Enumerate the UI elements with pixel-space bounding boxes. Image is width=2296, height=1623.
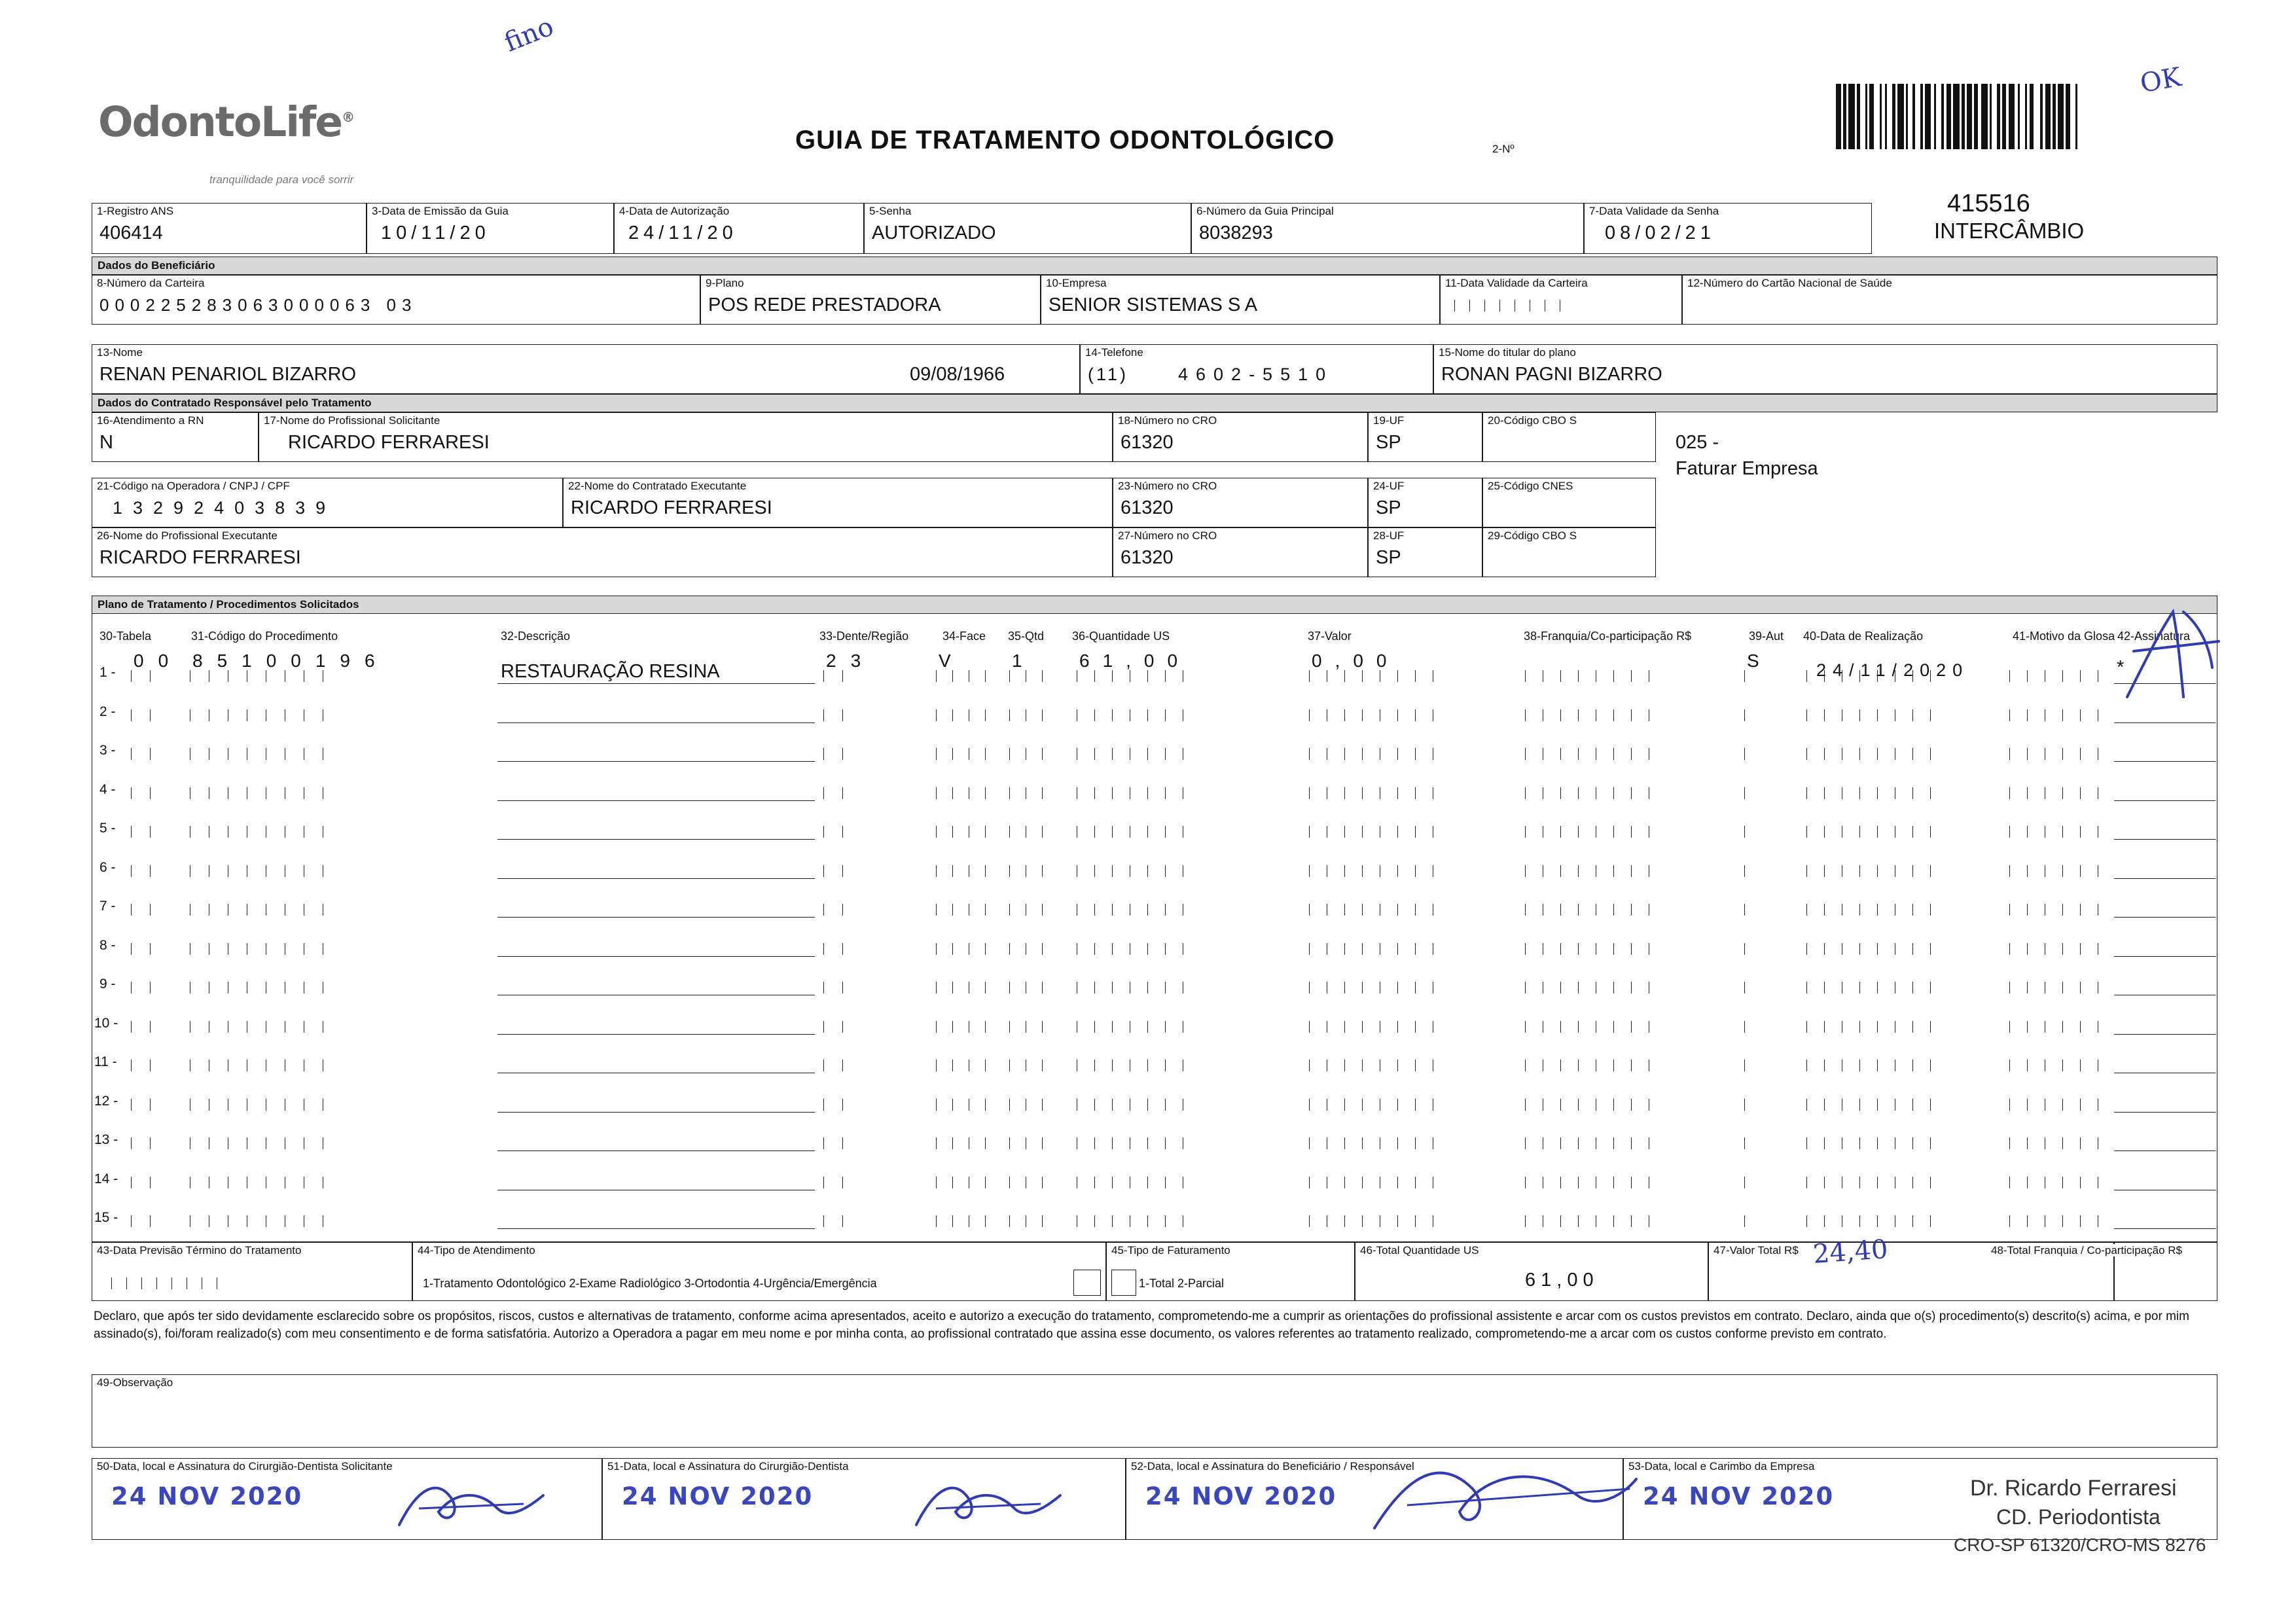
field-tipo-faturamento-options: 1-Total 2-Parcial <box>1139 1277 1225 1290</box>
procedure-quantidade-us[interactable] <box>1077 978 1200 993</box>
procedure-qtd-value: 1 <box>1012 651 1034 671</box>
field-tipo-faturamento-box[interactable] <box>1111 1270 1136 1296</box>
field-uf-executante-contratado-label: 24-UF <box>1373 480 1405 492</box>
field-codigo-operadora-label: 21-Código na Operadora / CNPJ / CPF <box>97 480 290 492</box>
field-cbo-solicitante-label: 20-Código CBO S <box>1488 414 1577 427</box>
procedure-glosa[interactable] <box>2009 861 2115 877</box>
section-beneficiary-title: Dados do Beneficiário <box>98 259 215 272</box>
field-data-emissao-label: 3-Data de Emissão da Guia <box>372 205 509 217</box>
field-contratado-executante-label: 22-Nome do Contratado Executante <box>568 480 747 492</box>
procedure-data-realizacao[interactable] <box>1806 744 1948 760</box>
doctor-stamp-name: Dr. Ricardo Ferraresi <box>1970 1476 2177 1501</box>
field-validade-senha-value: 08/02/21 <box>1605 223 1715 243</box>
procedure-glosa[interactable] <box>2009 1095 2115 1111</box>
field-senha-label: 5-Senha <box>869 205 912 217</box>
field-validade-carteira-label: 11-Data Validade da Carteira <box>1445 277 1588 289</box>
field-cro-solicitante-value: 61320 <box>1121 432 1174 453</box>
field-codigo-operadora-value: 13292403839 <box>113 498 336 518</box>
procedure-row-number: 1 - <box>99 665 116 680</box>
procedure-data-realizacao[interactable] <box>1806 1056 1948 1071</box>
procedure-valor-value: 0,00 <box>1312 651 1400 671</box>
procedure-face[interactable] <box>936 744 1001 760</box>
field-cro-executante-contratado-label: 23-Número no CRO <box>1118 480 1217 492</box>
procedure-aut[interactable] <box>1744 822 1762 838</box>
procedure-quantidade-us[interactable] <box>1077 1095 1200 1111</box>
procedure-quantidade-us[interactable] <box>1077 1017 1200 1033</box>
procedure-tabela[interactable] <box>131 783 169 799</box>
field-telefone-label: 14-Telefone <box>1085 346 1143 359</box>
barcode-subtitle: INTERCÂMBIO <box>1934 219 2085 243</box>
procedure-data-realizacao[interactable] <box>1806 1133 1948 1149</box>
field-validade-carteira-value <box>1454 296 1575 312</box>
field-uf-executante-label: 28-UF <box>1373 529 1405 542</box>
field-uf-solicitante-value: SP <box>1376 432 1401 453</box>
declaration-text: Declaro, que após ter sido devidamente esclarecido sobre os propósitos, riscos, custos e alternativas de tratamento, conforme acima apresentados, aceito e autorizo a execução do tratamento, comprometendo-me a cumprir as orientações do profissional assistente e arcar com os custos previstos em contrato. Declaro, ainda que o(s) procedimento(s) descrito(s) acima, e por mim assinado(s), foi/foram realizado(s) com meu consentimento e de forma satisfatória. Autorizo a Operadora a pagar em meu nome e por minha conta, ao profissional contratado que assina esse documento, os valores referentes ao tratamento realizado, comprometendo-me a arcar com os custos conforme previsto em contrato. <box>94 1310 2189 1341</box>
procedure-quantidade-us[interactable] <box>1077 1133 1200 1149</box>
barcode <box>1836 84 2163 149</box>
field-contratado-executante-value: RICARDO FERRARESI <box>571 497 772 518</box>
procedure-qtd[interactable] <box>1009 783 1058 799</box>
procedure-qtd[interactable] <box>1009 822 1058 838</box>
section-procedures-title: Plano de Tratamento / Procedimentos Solicitados <box>98 598 359 611</box>
field-total-franquia-label: 48-Total Franquia / Co-participação R$ <box>1991 1244 2182 1257</box>
procedure-data-realizacao[interactable] <box>1806 1211 1948 1227</box>
procedures-column-header: 39-Aut <box>1749 630 1784 643</box>
procedure-qtd[interactable] <box>1009 1017 1058 1033</box>
procedure-data-realizacao[interactable] <box>1806 1017 1948 1033</box>
procedure-aut[interactable] <box>1744 1211 1762 1227</box>
procedure-aut[interactable] <box>1744 1173 1762 1188</box>
procedure-tabela[interactable] <box>131 900 169 916</box>
procedure-qtd[interactable] <box>1009 939 1058 955</box>
procedure-row-number: 10 - <box>94 1015 118 1031</box>
procedure-glosa[interactable] <box>2009 939 2115 955</box>
procedure-face[interactable] <box>936 861 1001 877</box>
procedure-dente[interactable] <box>823 1133 861 1149</box>
field-registro-ans-value: 406414 <box>99 223 163 243</box>
procedure-row-number: 11 - <box>94 1054 117 1069</box>
procedure-row-number: 13 - <box>94 1132 118 1147</box>
procedure-tabela[interactable] <box>131 1173 169 1188</box>
faturar-empresa-text: Faturar Empresa <box>1676 458 1818 479</box>
field-uf-solicitante-label: 19-UF <box>1373 414 1405 427</box>
field-total-quantidade-us-value: 61,00 <box>1525 1270 1599 1291</box>
procedure-assinatura: * <box>2117 657 2125 678</box>
field-profissional-solicitante-value: RICARDO FERRARESI <box>288 432 490 453</box>
procedure-descricao: RESTAURAÇÃO RESINA <box>501 661 720 682</box>
procedure-dente-value: 23 <box>826 651 876 671</box>
procedures-column-header: 30-Tabela <box>99 630 152 643</box>
handwritten-signature-dentista <box>910 1472 1080 1541</box>
field-cro-executante-contratado-value: 61320 <box>1121 497 1174 518</box>
procedure-dente[interactable] <box>823 861 861 877</box>
procedure-tabela[interactable] <box>131 1095 169 1111</box>
procedure-codigo[interactable] <box>190 900 342 916</box>
procedure-face[interactable] <box>936 900 1001 916</box>
procedure-tabela[interactable] <box>131 1056 169 1071</box>
procedure-tabela[interactable] <box>131 1133 169 1149</box>
procedure-qtd[interactable] <box>1009 1056 1058 1071</box>
procedure-franquia[interactable] <box>1525 939 1666 955</box>
field-validade-senha-label: 7-Data Validade da Senha <box>1589 205 1719 217</box>
procedure-valor[interactable] <box>1309 705 1450 721</box>
field-empresa-label: 10-Empresa <box>1046 277 1107 289</box>
procedure-dente[interactable] <box>823 822 861 838</box>
procedure-aut[interactable] <box>1744 1056 1762 1071</box>
procedure-glosa[interactable] <box>2009 900 2115 916</box>
field-previsao-termino-value <box>111 1274 232 1289</box>
procedure-qtd[interactable] <box>1009 705 1058 721</box>
procedure-quantidade-us[interactable] <box>1077 822 1200 838</box>
section-contracted-header <box>92 394 2217 412</box>
procedure-codigo[interactable] <box>190 1017 342 1033</box>
procedure-data-realizacao[interactable] <box>1806 1095 1948 1111</box>
procedure-data-realizacao[interactable] <box>1806 939 1948 955</box>
procedure-valor[interactable] <box>1309 978 1450 993</box>
procedure-franquia[interactable] <box>1525 822 1666 838</box>
procedure-face[interactable] <box>936 783 1001 799</box>
procedure-qtd[interactable] <box>1009 900 1058 916</box>
faturar-empresa-code: 025 - <box>1676 432 1719 453</box>
field-observacao-label: 49-Observação <box>97 1376 173 1389</box>
procedures-column-header: 41-Motivo da Glosa <box>2013 630 2115 643</box>
field-atendimento-rn-value: N <box>99 432 113 453</box>
procedure-valor[interactable] <box>1309 939 1450 955</box>
procedure-qtd[interactable] <box>1009 1095 1058 1111</box>
field-data-autorizacao-value: 24/11/20 <box>628 223 738 243</box>
procedure-aut[interactable] <box>1744 783 1762 799</box>
procedures-column-header: 36-Quantidade US <box>1072 630 1170 643</box>
field-telefone-value: 4602-5510 <box>1178 365 1334 384</box>
procedure-glosa[interactable] <box>2009 666 2115 682</box>
field-tipo-atendimento-label: 44-Tipo de Atendimento <box>418 1244 535 1257</box>
signature-box-solicitante-label: 50-Data, local e Assinatura do Cirurgião-Dentista Solicitante <box>97 1460 393 1472</box>
procedure-valor[interactable] <box>1309 1056 1450 1071</box>
procedure-valor[interactable] <box>1309 1173 1450 1188</box>
field-valor-total-label: 47-Valor Total R$ <box>1713 1244 1799 1257</box>
procedure-data-realizacao[interactable] <box>1806 705 1948 721</box>
procedure-row-number: 12 - <box>94 1093 118 1109</box>
procedure-dente[interactable] <box>823 978 861 993</box>
field-profissional-solicitante-label: 17-Nome do Profissional Solicitante <box>264 414 440 427</box>
field-previsao-termino-label: 43-Data Previsão Término do Tratamento <box>97 1244 302 1257</box>
procedure-codigo[interactable] <box>190 1133 342 1149</box>
procedure-glosa[interactable] <box>2009 744 2115 760</box>
field-senha-value: AUTORIZADO <box>872 223 996 243</box>
procedure-valor[interactable] <box>1309 900 1450 916</box>
procedure-row-number: 8 - <box>99 937 116 953</box>
guide-number-label: 2-Nº <box>1492 143 1515 155</box>
procedure-dente[interactable] <box>823 1017 861 1033</box>
procedure-valor[interactable] <box>1309 1017 1450 1033</box>
section-beneficiary-header <box>92 257 2217 275</box>
procedure-glosa[interactable] <box>2009 783 2115 799</box>
procedure-data-realizacao[interactable] <box>1806 900 1948 916</box>
procedure-dente[interactable] <box>823 900 861 916</box>
procedure-codigo[interactable] <box>190 1211 342 1227</box>
procedure-quantidade-us[interactable] <box>1077 705 1200 721</box>
procedure-franquia[interactable] <box>1525 744 1666 760</box>
field-guia-principal-value: 8038293 <box>1199 223 1273 243</box>
procedure-tabela[interactable] <box>131 1017 169 1033</box>
procedure-qtd[interactable] <box>1009 744 1058 760</box>
procedure-row-number: 2 - <box>99 704 116 719</box>
logo: OdontoLife® <box>98 98 354 146</box>
field-numero-carteira-value: 000225283063000063 03 <box>99 295 418 315</box>
procedure-codigo[interactable] <box>190 939 342 955</box>
procedure-codigo[interactable] <box>190 1173 342 1188</box>
procedure-franquia[interactable] <box>1525 1017 1666 1033</box>
procedure-valor[interactable] <box>1309 744 1450 760</box>
handwritten-signature-solicitante <box>393 1472 563 1541</box>
procedure-glosa[interactable] <box>2009 1211 2115 1227</box>
procedure-row-number: 15 - <box>94 1210 118 1225</box>
signature-date-dentista: 24 NOV 2020 <box>622 1482 814 1510</box>
field-atendimento-rn-label: 16-Atendimento a RN <box>97 414 204 427</box>
procedure-face[interactable] <box>936 1211 1001 1227</box>
procedure-data-realizacao[interactable] <box>1806 822 1948 838</box>
procedure-franquia[interactable] <box>1525 783 1666 799</box>
procedure-qtd[interactable] <box>1009 1211 1058 1227</box>
procedure-face[interactable] <box>936 1095 1001 1111</box>
procedure-face[interactable] <box>936 978 1001 993</box>
procedure-glosa[interactable] <box>2009 978 2115 993</box>
field-plano-value: POS REDE PRESTADORA <box>708 294 941 315</box>
procedure-qtd[interactable] <box>1009 861 1058 877</box>
handwritten-note-top-left: fino <box>500 11 558 58</box>
handwritten-signature-beneficiario <box>1368 1450 1643 1544</box>
field-nome-beneficiario-value: RENAN PENARIOL BIZARRO <box>99 364 357 385</box>
field-titular-plano-value: RONAN PAGNI BIZARRO <box>1441 364 1662 385</box>
procedure-face[interactable] <box>936 1173 1001 1188</box>
procedure-tabela[interactable] <box>131 1211 169 1227</box>
procedure-dente[interactable] <box>823 939 861 955</box>
field-cbo-executante-label: 29-Código CBO S <box>1488 529 1577 542</box>
procedure-data-realizacao[interactable] <box>1806 1173 1948 1188</box>
procedure-qtd[interactable] <box>1009 1133 1058 1149</box>
procedure-qtd[interactable] <box>1009 1173 1058 1188</box>
procedure-qtd[interactable] <box>1009 978 1058 993</box>
field-total-quantidade-us-label: 46-Total Quantidade US <box>1360 1244 1479 1257</box>
procedure-glosa[interactable] <box>2009 1173 2115 1188</box>
procedure-glosa[interactable] <box>2009 1056 2115 1071</box>
procedures-column-header: 31-Código do Procedimento <box>191 630 338 643</box>
procedure-data-realizacao-value: 24/11/2020 <box>1816 660 1969 680</box>
field-cro-executante-value: 61320 <box>1121 547 1174 568</box>
procedures-column-header: 32-Descrição <box>501 630 571 643</box>
procedure-valor[interactable] <box>1309 1211 1450 1227</box>
procedures-column-header: 33-Dente/Região <box>819 630 909 643</box>
section-procedures-header <box>92 596 2217 614</box>
field-uf-executante-contratado-value: SP <box>1376 497 1401 518</box>
procedures-column-header: 38-Franquia/Co-participação R$ <box>1524 630 1692 643</box>
procedure-glosa[interactable] <box>2009 1133 2115 1149</box>
field-guia-principal-label: 6-Número da Guia Principal <box>1196 205 1334 217</box>
field-nome-beneficiario-label: 13-Nome <box>97 346 143 359</box>
field-valor-total-handwritten: 24,40 <box>1812 1234 1889 1270</box>
procedure-dente[interactable] <box>823 744 861 760</box>
signature-box-beneficiario-label: 52-Data, local e Assinatura do Beneficiário / Responsável <box>1131 1460 1414 1472</box>
signature-box-dentista-label: 51-Data, local e Assinatura do Cirurgião-Dentista <box>607 1460 849 1472</box>
signature-date-solicitante: 24 NOV 2020 <box>111 1482 303 1510</box>
procedure-face[interactable] <box>936 1133 1001 1149</box>
procedure-aut[interactable] <box>1744 1133 1762 1149</box>
procedure-data-realizacao[interactable] <box>1806 861 1948 877</box>
procedure-franquia[interactable] <box>1525 1056 1666 1071</box>
procedure-row-number: 7 - <box>99 899 116 914</box>
procedure-valor[interactable] <box>1309 1133 1450 1149</box>
procedure-franquia[interactable] <box>1525 705 1666 721</box>
procedure-franquia[interactable] <box>1525 978 1666 993</box>
procedure-dente[interactable] <box>823 1095 861 1111</box>
procedure-row-number: 6 - <box>99 859 116 875</box>
field-tipo-atendimento-box[interactable] <box>1073 1270 1101 1296</box>
procedure-franquia[interactable] <box>1525 666 1666 682</box>
procedure-tabela[interactable] <box>131 939 169 955</box>
field-observacao[interactable] <box>92 1374 2217 1448</box>
procedure-quantidade-us[interactable] <box>1077 744 1200 760</box>
procedures-column-header: 35-Qtd <box>1008 630 1045 643</box>
field-codigo-cnes-label: 25-Código CNES <box>1488 480 1573 492</box>
procedure-aut[interactable] <box>1744 939 1762 955</box>
procedure-franquia[interactable] <box>1525 900 1666 916</box>
signature-date-beneficiario: 24 NOV 2020 <box>1145 1482 1337 1510</box>
procedure-row-number: 14 - <box>94 1171 118 1186</box>
field-empresa-value: SENIOR SISTEMAS S A <box>1049 294 1258 315</box>
procedure-franquia[interactable] <box>1525 1211 1666 1227</box>
field-cro-executante-label: 27-Número no CRO <box>1118 529 1217 542</box>
procedure-quantidade-us[interactable] <box>1077 861 1200 877</box>
procedure-dente[interactable] <box>823 1056 861 1071</box>
procedure-tabela[interactable] <box>131 822 169 838</box>
field-data-emissao-value: 10/11/20 <box>381 223 490 243</box>
procedure-aut[interactable] <box>1744 705 1762 721</box>
logo-tagline: tranquilidade para você sorrir <box>209 173 354 186</box>
procedure-codigo[interactable] <box>190 861 342 877</box>
procedure-codigo[interactable] <box>190 783 342 799</box>
field-tipo-atendimento-options: 1-Tratamento Odontológico 2-Exame Radiológico 3-Ortodontia 4-Urgência/Emergência <box>423 1277 877 1290</box>
field-cartao-nacional-saude-label: 12-Número do Cartão Nacional de Saúde <box>1687 277 1892 289</box>
procedure-aut[interactable] <box>1744 978 1762 993</box>
procedures-column-header: 34-Face <box>942 630 986 643</box>
procedure-codigo[interactable] <box>190 1056 342 1071</box>
procedure-face[interactable] <box>936 939 1001 955</box>
procedure-dente[interactable] <box>823 783 861 799</box>
procedure-codigo[interactable] <box>190 978 342 993</box>
procedure-aut[interactable] <box>1744 900 1762 916</box>
field-nome-beneficiario-birthdate: 09/08/1966 <box>910 364 1005 385</box>
doctor-stamp-specialty: CD. Periodontista <box>1996 1505 2161 1529</box>
procedure-quantidade-us[interactable] <box>1077 1056 1200 1071</box>
procedure-valor[interactable] <box>1309 783 1450 799</box>
procedure-valor[interactable] <box>1309 1095 1450 1111</box>
procedure-franquia[interactable] <box>1525 1173 1666 1188</box>
procedure-row-number: 5 - <box>99 821 116 836</box>
procedure-quantidade-us[interactable] <box>1077 900 1200 916</box>
section-contracted-title: Dados do Contratado Responsável pelo Tratamento <box>98 397 372 409</box>
field-tipo-faturamento-label: 45-Tipo de Faturamento <box>1111 1244 1230 1257</box>
procedure-dente[interactable] <box>823 1211 861 1227</box>
procedure-data-realizacao[interactable] <box>1806 978 1948 993</box>
procedure-codigo[interactable] <box>190 822 342 838</box>
procedure-tabela[interactable] <box>131 705 169 721</box>
procedure-dente[interactable] <box>823 1173 861 1188</box>
procedure-aut[interactable] <box>1744 1017 1762 1033</box>
signature-box-empresa-label: 53-Data, local e Carimbo da Empresa <box>1628 1460 1815 1472</box>
barcode-number: 415516 <box>1947 190 2030 217</box>
procedure-franquia[interactable] <box>1525 861 1666 877</box>
procedure-glosa[interactable] <box>2009 822 2115 838</box>
procedure-franquia[interactable] <box>1525 1133 1666 1149</box>
procedure-tabela-value: 00 <box>134 651 183 671</box>
procedure-franquia[interactable] <box>1525 1095 1666 1111</box>
field-cro-solicitante-label: 18-Número no CRO <box>1118 414 1217 427</box>
procedure-tabela[interactable] <box>131 861 169 877</box>
procedure-codigo[interactable] <box>190 705 342 721</box>
procedure-face[interactable] <box>936 822 1001 838</box>
handwritten-signature-row1 <box>2121 605 2225 707</box>
page-title: GUIA DE TRATAMENTO ODONTOLÓGICO <box>795 126 1335 154</box>
procedure-row-number: 3 - <box>99 743 116 758</box>
procedure-glosa[interactable] <box>2009 705 2115 721</box>
doctor-stamp-cro: CRO-SP 61320/CRO-MS 8276 <box>1954 1535 2206 1555</box>
field-profissional-executante-label: 26-Nome do Profissional Executante <box>97 529 278 542</box>
field-registro-ans-label: 1-Registro ANS <box>97 205 174 217</box>
field-plano-label: 9-Plano <box>706 277 744 289</box>
procedure-face-value: V <box>939 651 963 671</box>
procedure-valor[interactable] <box>1309 861 1450 877</box>
procedure-quantidade-us[interactable] <box>1077 939 1200 955</box>
procedure-valor[interactable] <box>1309 822 1450 838</box>
procedure-glosa[interactable] <box>2009 1017 2115 1033</box>
procedure-face[interactable] <box>936 705 1001 721</box>
procedure-dente[interactable] <box>823 705 861 721</box>
field-numero-carteira-label: 8-Número da Carteira <box>97 277 205 289</box>
field-uf-executante-value: SP <box>1376 547 1401 568</box>
field-titular-plano-label: 15-Nome do titular do plano <box>1439 346 1576 359</box>
procedure-tabela[interactable] <box>131 978 169 993</box>
procedures-column-header: 42-Assinatura <box>2117 630 2191 643</box>
procedure-aut[interactable] <box>1744 861 1762 877</box>
field-telefone-ddd: (11) <box>1088 365 1129 384</box>
procedure-quantidade-us-value: 61,00 <box>1079 651 1191 671</box>
procedures-column-header: 37-Valor <box>1308 630 1352 643</box>
field-data-autorizacao-label: 4-Data de Autorização <box>619 205 730 217</box>
procedure-row-number: 9 - <box>99 976 116 991</box>
procedure-face[interactable] <box>936 1056 1001 1071</box>
procedure-codigo[interactable] <box>190 1095 342 1111</box>
procedure-aut[interactable] <box>1744 1095 1762 1111</box>
procedure-data-realizacao[interactable] <box>1806 783 1948 799</box>
signature-date-empresa: 24 NOV 2020 <box>1643 1482 1835 1510</box>
procedure-aut-value: S <box>1747 651 1772 671</box>
procedure-codigo-value: 85100196 <box>192 651 389 671</box>
procedure-face[interactable] <box>936 1017 1001 1033</box>
procedure-tabela[interactable] <box>131 744 169 760</box>
handwritten-note-top-right: OK <box>2138 62 2184 99</box>
procedure-quantidade-us[interactable] <box>1077 783 1200 799</box>
procedure-aut[interactable] <box>1744 744 1762 760</box>
procedures-column-header: 40-Data de Realização <box>1803 630 1924 643</box>
procedure-codigo[interactable] <box>190 744 342 760</box>
procedure-row-number: 4 - <box>99 781 116 797</box>
field-profissional-executante-value: RICARDO FERRARESI <box>99 547 301 568</box>
procedure-quantidade-us[interactable] <box>1077 1211 1200 1227</box>
procedure-quantidade-us[interactable] <box>1077 1173 1200 1188</box>
